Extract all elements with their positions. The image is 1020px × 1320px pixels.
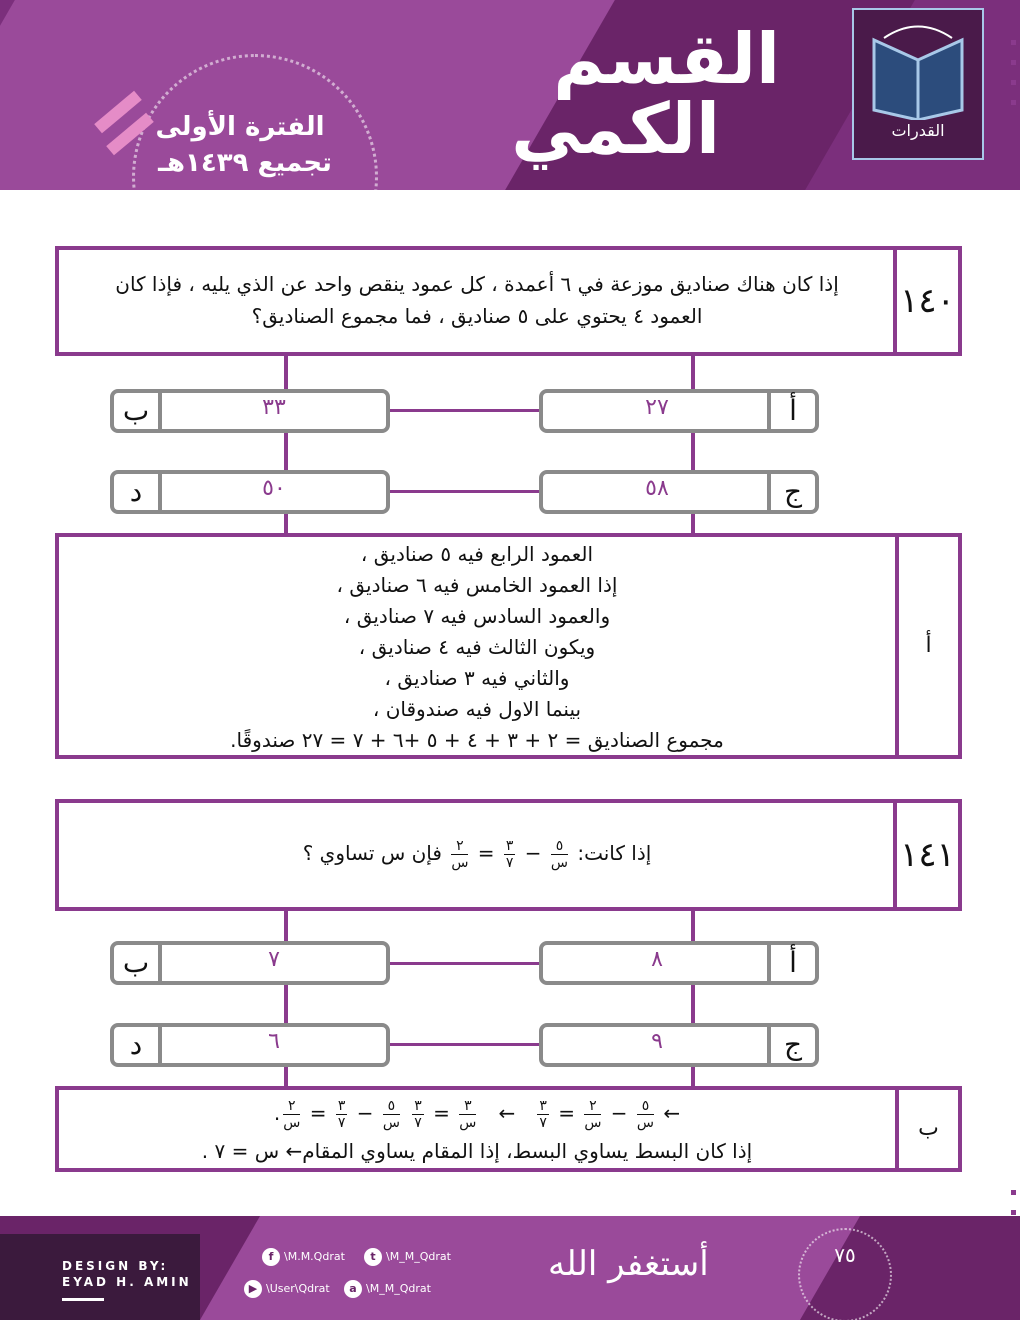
option-value: ٣٣: [262, 395, 286, 420]
facebook-link[interactable]: f \M.M.Qdrat: [262, 1248, 345, 1266]
youtube-icon: ▶: [244, 1280, 262, 1298]
option-a[interactable]: [539, 389, 819, 433]
connector-line: [390, 1043, 540, 1046]
option-letter: ب: [114, 393, 162, 429]
question-141-number: ١٤١: [893, 803, 958, 907]
book-icon: [854, 10, 982, 120]
option-value: ٧: [268, 947, 280, 972]
designer-credit: DESIGN BY: EYAD H. AMIN: [62, 1259, 192, 1289]
option-value: ٢٧: [645, 395, 669, 420]
solution-line: إذا كان البسط يساوي البسط، إذا المقام يساوي المقام← س = ٧ .: [201, 1139, 753, 1163]
page-header: [0, 0, 1020, 190]
option-value: ٦: [268, 1029, 280, 1054]
solution-line: إذا العمود الخامس فيه ٦ صناديق ،: [336, 573, 618, 597]
side-dots-decoration: [1010, 40, 1018, 1290]
solution-line: مجموع الصناديق = ٢ + ٣ + ٤ + ٥ +٦ + ٧ = ٢٧ صندوقًا.: [230, 728, 724, 752]
minus-sign: −: [524, 841, 542, 865]
collection-label: تجميع ١٤٣٩هـ: [158, 148, 332, 178]
ask-link[interactable]: a \M_M_Qdrat: [344, 1280, 431, 1298]
question-141-box: [55, 799, 962, 911]
option-b[interactable]: [110, 389, 390, 433]
istighfar-calligraphy: أستغفر الله: [548, 1244, 709, 1284]
option-a[interactable]: [539, 941, 819, 985]
solution-text: [59, 1094, 895, 1170]
ask-icon: a: [344, 1280, 362, 1298]
option-letter: ج: [767, 474, 815, 510]
solution-line: بينما الاول فيه صندوقان ،: [372, 697, 582, 721]
page-number: ٧٥: [798, 1228, 892, 1320]
section-title-line1: القسم: [553, 18, 780, 100]
fraction: $\frac{٢}{\text{س}}$: [451, 838, 469, 871]
designer-underline: [62, 1298, 104, 1301]
option-letter: ج: [767, 1027, 815, 1063]
option-c[interactable]: [539, 470, 819, 514]
solution-equation-line: ← $\frac{٥}{\text{س}}$ − $\frac{٢}{\text{س}}$ = $\frac{٣}{٧}$ ← $\frac{٣}{\text{س}}$ = $\frac{٣}{٧}$ $\frac{٥}{\text{س}}$ − $\frac{٣}{٧}$ = $\frac{٢}{\text{س}}$ .: [273, 1098, 681, 1131]
question-text-suffix: فإن س تساوي ؟: [302, 841, 442, 865]
equals-sign: =: [477, 841, 495, 865]
question-140-box: [55, 246, 962, 356]
facebook-icon: f: [262, 1248, 280, 1266]
question-text-line: العمود ٤ يحتوي على ٥ صناديق ، فما مجموع الصناديق؟: [251, 304, 703, 328]
answer-140-box: [55, 533, 962, 759]
option-c[interactable]: [539, 1023, 819, 1067]
option-value: ٥٠: [262, 476, 286, 501]
option-letter: أ: [767, 945, 815, 981]
period-label: الفترة الأولى: [155, 112, 325, 142]
question-140-text: [59, 268, 895, 332]
option-value: ٨: [651, 947, 663, 972]
option-letter: د: [114, 1027, 162, 1063]
solution-line: ويكون الثالث فيه ٤ صناديق ،: [358, 635, 596, 659]
question-141-text: [59, 833, 895, 873]
section-title-line2: الكمي: [511, 88, 720, 170]
question-140-number: ١٤٠: [893, 250, 958, 352]
connector-line: [390, 490, 540, 493]
twitter-link[interactable]: t \M_M_Qdrat: [364, 1248, 451, 1266]
option-d[interactable]: [110, 1023, 390, 1067]
option-letter: ب: [114, 945, 162, 981]
option-b[interactable]: [110, 941, 390, 985]
option-d[interactable]: [110, 470, 390, 514]
answer-141-box: [55, 1086, 962, 1172]
solution-text: [59, 539, 895, 756]
option-letter: أ: [767, 393, 815, 429]
logo-text: القدرات: [891, 121, 945, 140]
page-footer: [0, 1216, 1020, 1320]
connector-line: [390, 962, 540, 965]
solution-line: والعمود السادس فيه ٧ صناديق ،: [343, 604, 611, 628]
fraction: $\frac{٣}{٧}$: [505, 838, 514, 871]
solution-line: والثاني فيه ٣ صناديق ،: [384, 666, 570, 690]
youtube-link[interactable]: ▶ \User\Qdrat: [244, 1280, 330, 1298]
question-text-line: إذا كان هناك صناديق موزعة في ٦ أعمدة ، كل عمود ينقص واحد عن الذي يليه ، فإذا كان: [115, 272, 839, 296]
twitter-icon: t: [364, 1248, 382, 1266]
fraction: $\frac{٥}{\text{س}}$: [550, 838, 568, 871]
connector-line: [390, 409, 540, 412]
question-text-prefix: إذا كانت:: [577, 841, 652, 865]
option-letter: د: [114, 474, 162, 510]
answer-letter: أ: [895, 537, 958, 755]
footer-band: [200, 1216, 860, 1320]
option-value: ٥٨: [645, 476, 669, 501]
solution-line: العمود الرابع فيه ٥ صناديق ،: [360, 542, 594, 566]
option-value: ٩: [651, 1029, 663, 1054]
brand-logo: [852, 8, 984, 160]
answer-letter: ب: [895, 1090, 958, 1168]
